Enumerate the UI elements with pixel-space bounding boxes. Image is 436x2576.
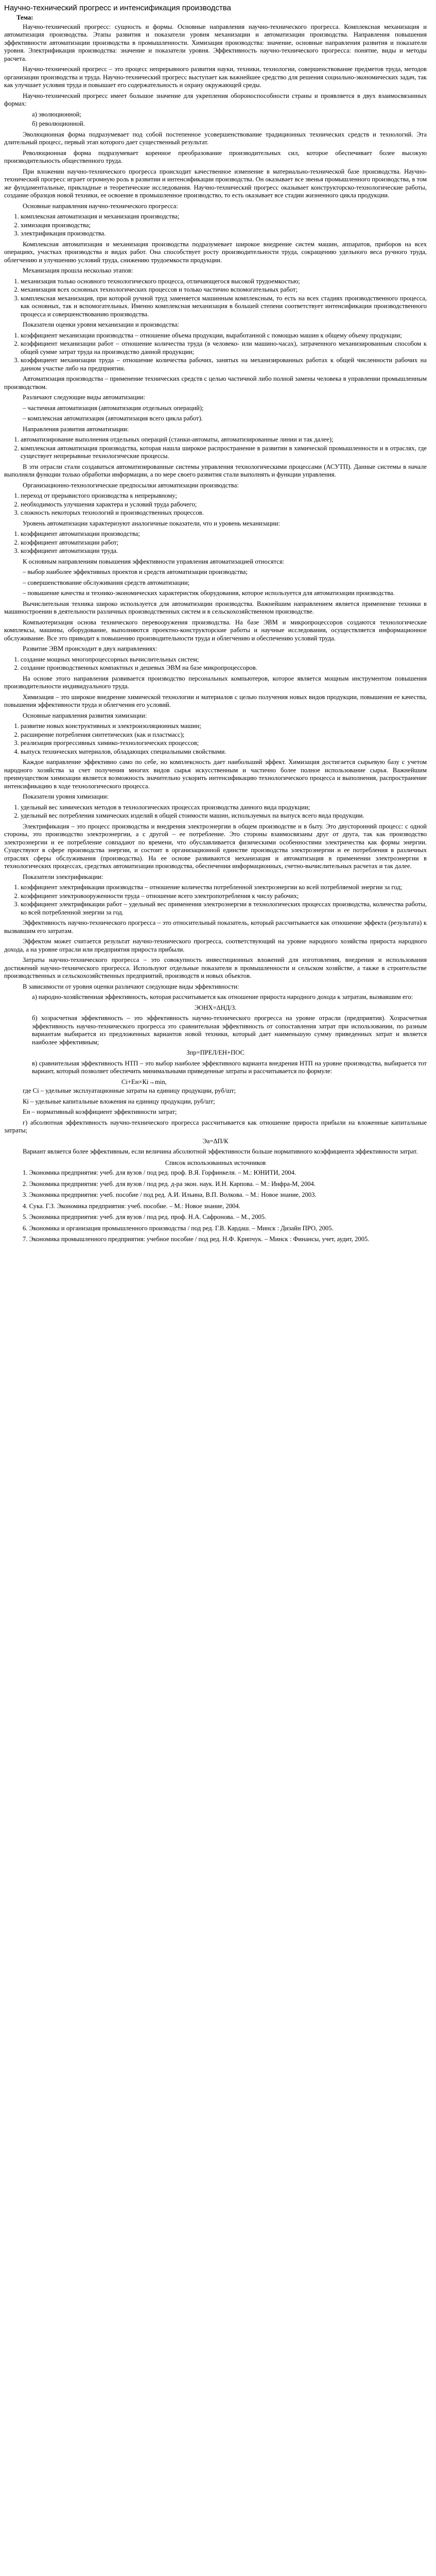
formula: Эа=ΔП/К (202, 1137, 229, 1145)
paragraph: Кi – удельные капитальные вложения на единицу продукции, руб/шт; (23, 1097, 215, 1105)
paragraph: Автоматизация производства – применение технических средств с целью частичной либо полной замены человека в управлении промышленным производством. (4, 375, 427, 391)
paragraph: Затраты научно-технического прогресса – это совокупность инвестиционных вложений для изготовления, внедрения и использования достижений научно-технического прогресса. Используют отдельные показатели в промышленности и сельском хозяйстве, а также в строительстве производственных и сельскохозяйственных предприятий, производств и новых объектов. (4, 956, 427, 979)
list-item: 2. химизация производства; (21, 222, 427, 230)
list-item: 3. сложность некоторых технологий и производственных процессов. (21, 509, 427, 517)
list-item: 1. развитие новых конструктивных и электроизоляционных машин; (21, 722, 427, 731)
paragraph: Показатели электрификации: (23, 873, 103, 880)
topic-label: Тема: (16, 14, 33, 21)
paragraph: Электрификация – это процесс производства и внедрения электроэнергии в общем производстве и в быту. Это двусторонний процесс: с одной стороны, это производство электроэнергии, а с другой – ее потребление. Это стороны взаимосвязаны друг от друга, так как производство электроэнергии и ее потребление совпадают по времени, что обуславливается физическими особенностями электричества как формы энергии. Существуют в сфере производства энергии, и состоит в организационной единстве производства электроэнергии и ее потребления в различных отраслях сферы обслуживания (производства). На ее основе развиваются механизация и автоматизация в применении электроэнергии в технологических процессах, средствах автоматизации производства, обеспечении информационных, счетно-вычислительных расчетах и так далее. (4, 822, 427, 870)
paragraph: Химизация – это широкое внедрение химической технологии и материалов с целью получения новых видов продукции, повышения ее качества, повышения эффективности труда и облегчения его условий. (4, 693, 427, 708)
numbered-list (4, 332, 427, 373)
source-item: 6. Экономика и организация промышленного производства / под ред. Г.В. Кардаш. – Минск : Дизайн ПРО, 2005. (23, 1224, 334, 1232)
list-item: 2. механизация всех основных технологических процессов и только частично вспомогательных работ; (21, 286, 427, 294)
list-item: 4. выпуск технических материалов, обладающих специальными свойствами. (21, 748, 427, 756)
paragraph: Комплексная автоматизация и механизация производства подразумевает широкое внедрение систем машин, аппаратов, приборов на всех операциях, участках производства и видах работ. Она способствует росту производительности труда, сокращению удельного веса ручного труда, облегчению и улучшению условий труда, снижению трудоемкости продукции. (4, 240, 427, 264)
paragraph: Показатели уровня химизации: (23, 793, 109, 800)
paragraph: Вариант является более эффективным, если величина абсолютной эффективности больше нормативного коэффициента эффективности затрат. (23, 1148, 418, 1155)
paragraph: Компьютеризация основа технического перевооружения производства. На базе ЭВМ и микропроцессоров создаются технологические комплексы, машины, оборудование, выполняются проектно-конструкторские работы и научные исследования, осуществляется информационное обслуживание. Все это приводит к повышению производительности труда и облегчению и обеспечению условий труда. (4, 618, 427, 642)
paragraph: Научно-технический прогресс имеет большое значение для укрепления обороноспособности страны и проявляется в двух взаимосвязанных формах: (4, 92, 427, 107)
list-item: – комплексная автоматизация (автоматизация всего цикла работ). (23, 415, 203, 422)
list-item: 1. коэффициент автоматизации производства; (21, 530, 427, 538)
list-item: 1. механизация только основного технологического процесса, отличающегося высокой трудоемкостью; (21, 278, 427, 286)
list-item: 2. коэффициент механизации работ – отношение количества труда (в человеко- или машино-часах), затраченного механизированным способом к общей сумме затрат труда на производство данной продукции; (21, 340, 427, 356)
list-item: б) хозрасчетная эффективность – это эффективность научно-технического прогресса на уровне отрасли (предприятия). Хозрасчетная эффективность научно-технического прогресса это сравнительная эффективность от сопоставления затрат при использовании, по разным вариантам выбирается из предложенных вариантов новой техники, который дает наименьшую сумму приведенных затрат и является наиболее эффективным; (32, 1014, 427, 1046)
paragraph: где Сi – удельные эксплуатационные затраты на единицу продукции, руб/шт; (23, 1087, 236, 1094)
document-body (4, 23, 427, 1244)
document-page (0, 0, 436, 1251)
list-item: а) народно-хозяйственная эффективность, которая рассчитывается как отношение прироста народного дохода к затратам, вызвавшим его: (32, 993, 413, 1001)
numbered-list (4, 804, 427, 820)
list-item: 3. коэффициент автоматизации труда. (21, 547, 427, 555)
paragraph: Организационно-технологические предпосылки автоматизации производства: (23, 481, 239, 489)
formula: ЭОНХ=ΔНД/З. (194, 1004, 237, 1011)
numbered-list (4, 436, 427, 461)
numbered-list (4, 656, 427, 672)
list-item: 1. коэффициент электрификации производства – отношение количества потребленной электроэнергии ко всей потребляемой энергии за год; (21, 884, 427, 892)
list-item: – выбор наиболее эффективных проектов и средств автоматизации производства; (23, 568, 248, 575)
paragraph: Научно-технический прогресс: сущность и формы. Основные направления научно-технического прогресса. Комплексная механизация и автоматизация производства. Этапы развития и показатели уровня механизации и автоматизации производства. Направления повышения эффективности автоматизации производства в промышленности. Химизация производства: значение, основные направления развития и показатели уровня. Электрификация производства: значение и показатели уровня. Эффективность научно-технического прогресса: понятие, виды и методы расчета. (4, 23, 427, 62)
formula: Сi+Ен×Кi→min, (121, 1078, 167, 1086)
list-item: 3. реализация прогрессивных химико-технологических процессов; (21, 739, 427, 748)
numbered-list (4, 492, 427, 517)
list-item: 3. коэффициент механизации труда – отношение количества рабочих, занятых на механизированных работах к общей численности рабочих на данном участке либо на предприятии. (21, 357, 427, 372)
lettered-list (4, 1060, 427, 1076)
list-item: – частичная автоматизация (автоматизация отдельных операций); (23, 404, 204, 412)
paragraph: На основе этого направления развивается производство персональных компьютеров, которое является мощным инструментом повышения производительности индивидуального труда. (4, 674, 427, 690)
paragraph: Эффектом может считается результат научно-технического прогресса, соответствующий на уровне народного хозяйства прироста народного дохода, а на уровне отрасли или предприятия прироста прибыли. (4, 938, 427, 953)
paragraph: При вложении научно-технического прогресса происходит качественное изменение в материально-технической базе производства. Научно-технический прогресс играет огромную роль в развитии и интенсификации производства. Он оказывает все звенья промышленного производства, в том же фундаментальные, прикладные и теоретические исследования. Научно-технический прогресс оказывает конструкторско-технологические работы, создание образцов новой техники, ее освоение в промышленное производство, то есть оказывает все стадии жизненного цикла продукции. (4, 167, 427, 199)
source-item: 1. Экономика предприятия: учеб. для вузов / под ред. проф. В.Я. Горфинкеля. – М.: ЮНИТИ, 2004. (23, 1169, 297, 1176)
list-item: 2. расширение потребления синтетических (как и пластмасс); (21, 731, 427, 739)
paragraph: Направления развития автоматизации: (23, 425, 129, 433)
lettered-list (4, 111, 427, 128)
list-item: 1. автоматизирование выполнения отдельных операций (станки-автоматы, автоматизированные линии и так далее); (21, 436, 427, 444)
lettered-list (4, 1014, 427, 1046)
list-item: 2. необходимость улучшения характера и условий труда рабочего; (21, 501, 427, 509)
paragraph: Эволюционная форма подразумевает под собой постепенное усовершенствование традиционных технических средств и технологий. Эта длительный процесс, первый этап которого дает существенный результат. (4, 130, 427, 146)
source-item: 7. Экономика промышленного предприятия: учебное пособие / под ред. Н.Ф. Крипчук. – Минск : Финансы, учет, аудит, 2005. (23, 1235, 370, 1243)
paragraph: Эффективность научно-технического прогресса – это относительный показатель, который рассчитывается как отношение эффекта (результата) к вызвавшим его затратам. (4, 919, 427, 935)
source-item: 2. Экономика предприятия: учеб. для вузов / под ред. д-ра экон. наук. И.Н. Карпова. – М.: Инфра-М, 2004. (23, 1180, 316, 1188)
formula: Зпр=ПРЕЛ/ЕН+ПОС (186, 1049, 245, 1056)
paragraph: В зависимости от уровня оценки различают следующие виды эффективности: (23, 982, 239, 990)
list-item: в) сравнительная эффективность НТП – это выбор наиболее эффективного варианта внедрения НТП на уровне производства, выбирается тот вариант, который позволяет обеспечить минимальными приведенные затраты и рассчитывается по формуле: (32, 1059, 427, 1075)
paragraph: Различают следующие виды автоматизации: (23, 394, 145, 401)
list-item: – совершенствование обслуживания средств автоматизации; (23, 579, 190, 586)
paragraph: К основным направлениям повышения эффективности управления автоматизацией относятся: (23, 557, 285, 565)
paragraph: Каждое направление эффективно само по себе, но комплексность дает наибольший эффект. Химизация достигается сырьевую базу с учетом народного хозяйства за счет получения многих видов сырья искусственным и частично более полное использование сырья. Важнейшим преимуществом химизации является возможность значительно ускорить интенсификацию технологического процесса и выполнения, распространение интенсификацию в ходе технологического процесса. (4, 758, 427, 790)
list-item: 2. коэффициент электровооруженности труда – отношение всего электропотребления к числу рабочих; (21, 892, 427, 901)
list-item: 1. коэффициент механизации производства – отношение объема продукции, выработанной с помощью машин к общему объему продукции; (21, 332, 427, 340)
paragraph: Развитие ЭВМ происходит в двух направлениях: (23, 645, 158, 652)
paragraph: Механизация прошла несколько этапов: (23, 267, 133, 274)
list-item: 3. электрификация производства. (21, 230, 427, 238)
list-item: 2. комплексная автоматизация производства, которая нашла широкое распространение в развитии в химической промышленности и в отраслях, где существует непрерывные технологические процессы. (21, 445, 427, 461)
list-item: 2. создание производственных компактных и дешевых ЭВМ на базе микропроцессоров. (21, 664, 427, 672)
list-item: 2. коэффициент автоматизации работ; (21, 539, 427, 547)
paragraph: Уровень автоматизации характеризуют аналогичные показатели, что и уровень механизации: (23, 519, 280, 527)
numbered-list (4, 278, 427, 319)
paragraph: Показатели оценки уровня механизации и производства: (23, 321, 179, 328)
list-item: а) эволюционной; (32, 110, 81, 118)
lettered-list (4, 993, 427, 1002)
list-item: 1. переход от прерывистого производства к непрерывному; (21, 492, 427, 500)
paragraph: г) абсолютная эффективность научно-технического прогресса рассчитывается как отношение прироста прибыли на вложенные капитальные затраты; (4, 1118, 427, 1134)
paragraph: Ен – нормативный коэффициент эффективности затрат; (23, 1108, 177, 1115)
dash-list (4, 568, 427, 598)
numbered-list (4, 530, 427, 555)
list-item: 1. создание мощных многопроцессорных вычислительных систем; (21, 656, 427, 664)
dash-list (4, 404, 427, 423)
source-item: 5. Экономика предприятия: учеб. для вузов / под ред. проф. Н.А. Сафронова. – М., 2005. (23, 1213, 267, 1221)
list-item: 3. комплексная механизация, при которой ручной труд заменяется машинным комплексным, то есть на всех стадиях производственного процесса, как основных, так и вспомогательных. Именно комплексная механизация в большей степени соответствует интенсификации производственного процесса и совершенствованию производства. (21, 295, 427, 319)
paragraph: Основные направления научно-технического прогресса: (23, 202, 178, 210)
paragraph: Революционная форма подразумевает коренное преобразование производительных сил, которое обеспечивает более высокую производительность общественного труда. (4, 149, 427, 164)
paragraph: Основные направления развития химизации: (23, 711, 147, 719)
numbered-list (4, 722, 427, 756)
list-item: 1. комплексная автоматизация и механизация производства; (21, 213, 427, 221)
list-item: 3. коэффициент электрификации работ – удельный вес применения электроэнергии в технологических процессах производства, количества работы, ко всей потребленной энергии за год. (21, 901, 427, 917)
numbered-list (4, 884, 427, 917)
document-title: Научно-технический прогресс и интенсификация производства (4, 4, 231, 12)
list-item: б) революционной. (32, 120, 85, 127)
sources-heading: Список использованных источников (165, 1159, 266, 1166)
paragraph: В эти отрасли стали создаваться автоматизированные системы управления технологическими процессами (АСУТП). Данные системы в начале выполняли функции только обработки информации, а по мере своего развития стали выполнять и функции управления. (4, 463, 427, 478)
source-item: 3. Экономика предприятия: учеб. пособие / под ред. А.И. Ильина, В.П. Волкова. – М.: Новое знание, 2003. (23, 1191, 317, 1198)
paragraph: Вычислительная техника широко используется для автоматизации производства. Важнейшим направлением является применение техники в машиностроении в деятельности различных производственных систем и в сельскохозяйственном производстве. (4, 600, 427, 615)
source-item: 4. Сука. Г.З. Экономика предприятия: учеб. пособие. – М.: Новое знание, 2004. (23, 1202, 240, 1210)
list-item: – повышение качества и технико-экономических характеристик оборудования, которое используется для автоматизации производства. (23, 589, 395, 597)
list-item: 1. удельный вес химических методов в технологических процессах производства данного вида продукции; (21, 804, 427, 812)
paragraph: Научно-технический прогресс – это процесс непрерывного развития науки, техники, технологии, совершенствование предметов труда, методов организации производства и труда. Научно-технический прогресс выступает как важнейшее средство для решения социально-экономических задач, так как улучшает условия труда и повышает его содержательность и охрану окружающей среды. (4, 65, 427, 89)
list-item: 2. удельный вес потребления химических изделий в общей стоимости машин, используемых на выпуск всего вида продукции. (21, 812, 427, 820)
numbered-list (4, 213, 427, 238)
